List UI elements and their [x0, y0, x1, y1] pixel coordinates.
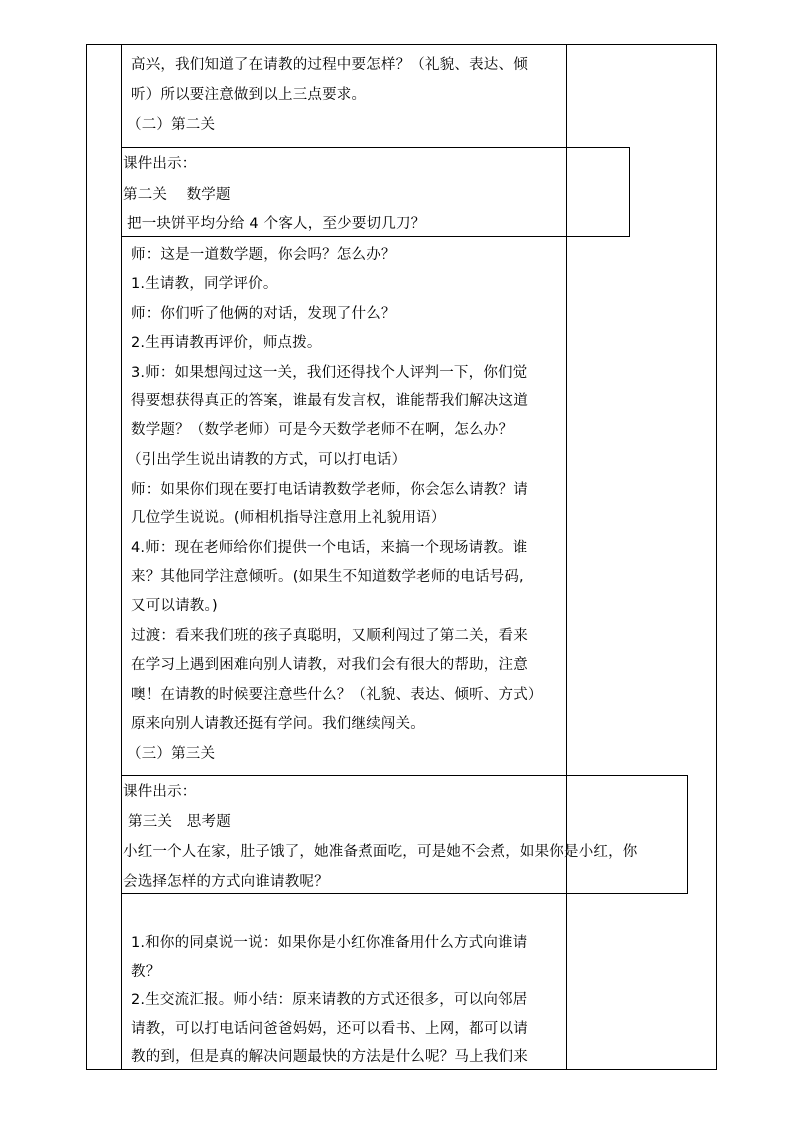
text-line: 数学题？（数学老师）可是今天数学老师不在啊，怎么办？: [131, 422, 514, 438]
text-line: 几位学生说说。(师相机指导注意用上礼貌用语）: [131, 510, 446, 526]
text-line: 原来向别人请教还挺有学问。我们继续闯关。: [131, 716, 425, 732]
text-line: 得要想获得真正的答案，谁最有发言权，谁能帮我们解决这道: [131, 393, 528, 409]
text-line: 师：这是一道数学题，你会吗？怎么办？: [131, 247, 396, 263]
heading-level-2: （二）第二关: [127, 117, 216, 133]
table-top-border: [86, 44, 717, 45]
text-line: 来？其他同学注意倾听。(如果生不知道数学老师的电话号码,: [131, 569, 524, 585]
courseware-title: 第二关 数学题: [123, 187, 231, 203]
text-line: 过渡：看来我们班的孩子真聪明，又顺利闯过了第二关，看来: [131, 628, 528, 644]
text-line: 4.师：现在老师给你们提供一个电话，来搞一个现场请教。谁: [131, 540, 528, 556]
text-line: 在学习上遇到困难向别人请教，对我们会有很大的帮助，注意: [131, 657, 528, 673]
courseware-label: 课件出示：: [123, 784, 197, 800]
table-right-border: [716, 44, 717, 1070]
text-line: 2.生交流汇报。师小结：原来请教的方式还很多，可以向邻居: [131, 992, 528, 1008]
courseware-label: 课件出示：: [123, 156, 197, 172]
text-line: 师：如果你们现在要打电话请教数学老师，你会怎么请教？请: [131, 482, 528, 498]
text-line: 噢！在请教的时候要注意些什么？（礼貌、表达、倾听、方式）: [131, 687, 543, 703]
text-line: 教？: [131, 964, 161, 980]
text-line: 请教，可以打电话问爸爸妈妈，还可以看书、上网，都可以请: [131, 1021, 528, 1037]
text-line: 2.生再请教再评价，师点拨。: [131, 335, 322, 351]
text-line: 教的到，但是真的解决问题最快的方法是什么呢？马上我们来: [131, 1049, 528, 1065]
text-line: （引出学生说出请教的方式，可以打电话）: [127, 452, 407, 468]
text-line: 1.和你的同桌说一说：如果你是小红你准备用什么方式向谁请: [131, 935, 528, 951]
courseware-title: 第三关 思考题: [128, 814, 231, 830]
text-line: 高兴，我们知道了在请教的过程中要怎样？（礼貌、表达、倾: [131, 57, 528, 73]
text-line: 3.师：如果想闯过这一关，我们还得找个人评判一下，你们觉: [131, 365, 528, 381]
text-line: 1.生请教，同学评价。: [131, 276, 278, 292]
table-left-border: [86, 44, 87, 1070]
courseware-question: 小红一个人在家，肚子饿了，她准备煮面吃，可是她不会煮，如果你是小红，你: [123, 844, 638, 860]
heading-level-3: （三）第三关: [127, 746, 216, 762]
text-line: 听）所以要注意做到以上三点要求。: [131, 87, 367, 103]
courseware-question: 把一块饼平均分给 4 个客人，至少要切几刀？: [127, 216, 426, 232]
text-line: 师：你们听了他俩的对话，发现了什么？: [131, 306, 396, 322]
text-line: 又可以请教。): [131, 598, 218, 614]
table-bottom-border: [86, 1069, 717, 1070]
courseware-question: 会选择怎样的方式向谁请教呢？: [123, 874, 329, 890]
